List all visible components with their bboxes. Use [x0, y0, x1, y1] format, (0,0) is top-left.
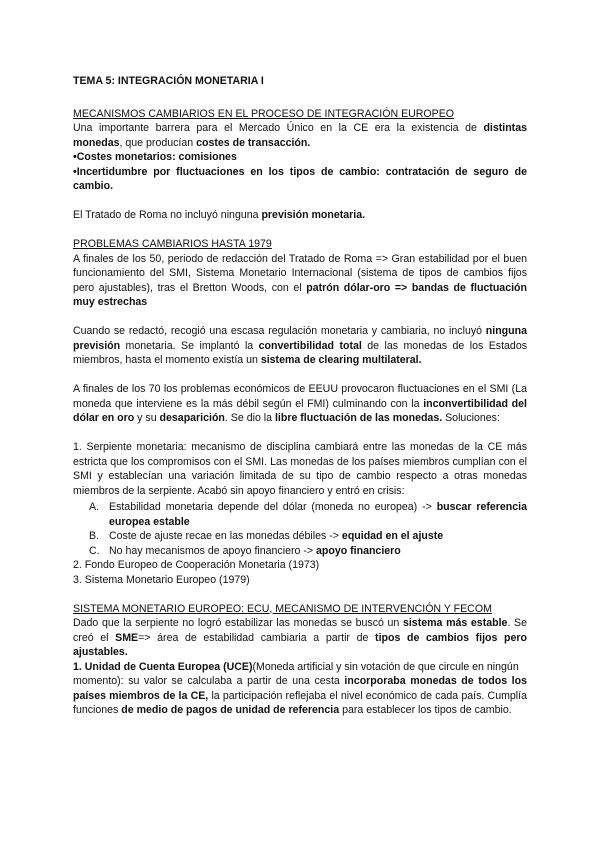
- paragraph-finales-50: [73, 252, 527, 310]
- text-run: Estabilidad monetaria depende del dólar (moneda no europea) ->: [109, 501, 437, 513]
- bullet-costes: [73, 150, 527, 165]
- bold-run: costes de transacción.: [196, 136, 311, 149]
- text-run: momento): su valor se calculaba a partir de una cesta: [73, 675, 345, 687]
- bold-run: inconvertibilidad del dólar en oro: [73, 397, 527, 424]
- paragraph-barrera: [73, 121, 527, 150]
- list-item: [89, 544, 527, 559]
- text-run: Dado que la serpiente no logró estabilizar las monedas se buscó un: [73, 617, 403, 629]
- text-run: A finales de los 70 los problemas económicos de EEUU provocaron fluctuaciones en el SMI (La moneda que interviene es la más débil según el FMI) culminando con la: [73, 383, 527, 410]
- paragraph-tratado-roma: [73, 208, 527, 223]
- paragraph-serpiente: 1. Serpiente monetaria: mecanismo de disciplina cambiará entre las monedas de la CE más estricta que los compromisos con el SMI. Las monedas de los países miembros cumplían con el SMI y establecían una variación limitada de su tipo de cambio respecto a otras monedas miembros de la serpiente. Acabó sin apoyo financiero y entró en crisis:: [73, 441, 527, 497]
- text-run: El Tratado de Roma no incluyó ninguna: [73, 209, 262, 221]
- text-run: A finales de los 50, periodo de redacción del Tratado de Roma => Gran estabilidad por el buen funcionamiento del SMI, Sistema Monetario Internacional (sistema de tipos de cambios fijos pero ajustables), tras el Bretton Woods, con el: [73, 252, 527, 294]
- bold-run: apoyo financiero: [315, 544, 401, 557]
- bold-run: distintas monedas: [73, 122, 527, 149]
- bold-run: •Costes monetarios: comisiones: [73, 151, 237, 163]
- list-marker: C.: [89, 544, 100, 557]
- text-run: de las monedas de los Estados miembros, hasta el momento existía un: [73, 339, 528, 366]
- bold-run: equidad en el ajuste: [341, 530, 444, 542]
- crisis-list: [73, 500, 527, 558]
- bold-run: buscar referencia europea estable: [109, 501, 527, 528]
- bold-run: tipos de cambios fijos pero ajustables.: [73, 631, 528, 658]
- bold-run: previsión monetaria.: [261, 209, 366, 221]
- text-run: , que producían: [119, 136, 197, 149]
- list-marker: B.: [89, 530, 100, 542]
- bold-run: sistema de clearing multilateral.: [260, 354, 422, 366]
- bold-run: 1. Unidad de Cuenta Europea (UCE): [73, 660, 253, 673]
- bold-run: •Incertidumbre por fluctuaciones en los tipos de cambio: contratación de seguro de cambio.: [73, 165, 527, 192]
- paragraph-finales-70: [73, 382, 527, 426]
- list-item: [89, 500, 527, 529]
- text-run: . Se dio la: [224, 412, 275, 424]
- text-run: Coste de ajuste recae en las monedas débiles ->: [109, 530, 342, 542]
- text-run: y su: [134, 412, 160, 424]
- text-run: Soluciones:: [442, 412, 500, 424]
- bold-run: convertibilidad total: [258, 339, 362, 352]
- section-heading-mecanismos: MECANISMOS CAMBIARIOS EN EL PROCESO DE INTEGRACIÓN EUROPEO: [73, 107, 455, 120]
- bold-run: patrón dólar-oro => bandas de fluctuación muy estrechas: [73, 281, 527, 308]
- bold-run: libre fluctuación de las monedas.: [274, 412, 443, 424]
- section-heading-sme: SISTEMA MONETARIO EUROPEO: ECU, MECANISMO DE INTERVENCIÓN Y FECOM: [73, 602, 492, 615]
- text-run: para establecer los tipos de cambio.: [339, 704, 512, 716]
- bold-run: incorporaba monedas de todos los países miembros de la CE,: [73, 675, 527, 702]
- list-item: [89, 529, 527, 544]
- text-run: (Moneda artificial y sin votación de que circule en ningún: [252, 660, 519, 673]
- bold-run: desaparición: [159, 412, 225, 424]
- paragraph-sme: [73, 616, 527, 660]
- text-run: monetaria. Se implantó la: [120, 339, 259, 352]
- list-marker: A.: [89, 501, 100, 513]
- section-heading-problemas: PROBLEMAS CAMBIARIOS HASTA 1979: [73, 238, 272, 250]
- bold-run: SME: [115, 631, 139, 644]
- text-run: => área de estabilidad cambiaria a partir de: [138, 631, 376, 644]
- document-title: TEMA 5: INTEGRACIÓN MONETARIA I: [73, 75, 264, 87]
- text-run: No hay mecanismos de apoyo financiero ->: [109, 544, 316, 557]
- paragraph-momento: [73, 674, 527, 718]
- text-run: Una importante barrera para el Mercado Único en la CE era la existencia de: [73, 122, 484, 134]
- item-fecom: 2. Fondo Europeo de Cooperación Monetaria (1973): [73, 559, 320, 571]
- bold-run: sistema más estable: [402, 617, 508, 629]
- bold-run: ninguna previsión: [73, 325, 527, 352]
- text-run: Cuando se redactó, recogió una escasa regulación monetaria y cambiaria, no incluyó: [73, 325, 486, 337]
- bullet-incertidumbre: [73, 165, 527, 194]
- paragraph-uce: [73, 660, 527, 675]
- paragraph-redaccion: [73, 324, 527, 368]
- text-run: la participación reflejaba el nivel económico de cada país. Cumplía funciones: [73, 689, 527, 716]
- item-sme: 3. Sistema Monetario Europeo (1979): [73, 573, 250, 586]
- text-run: . Se creó el: [73, 617, 527, 644]
- bold-run: de medio de pagos de unidad de referencia: [121, 704, 340, 716]
